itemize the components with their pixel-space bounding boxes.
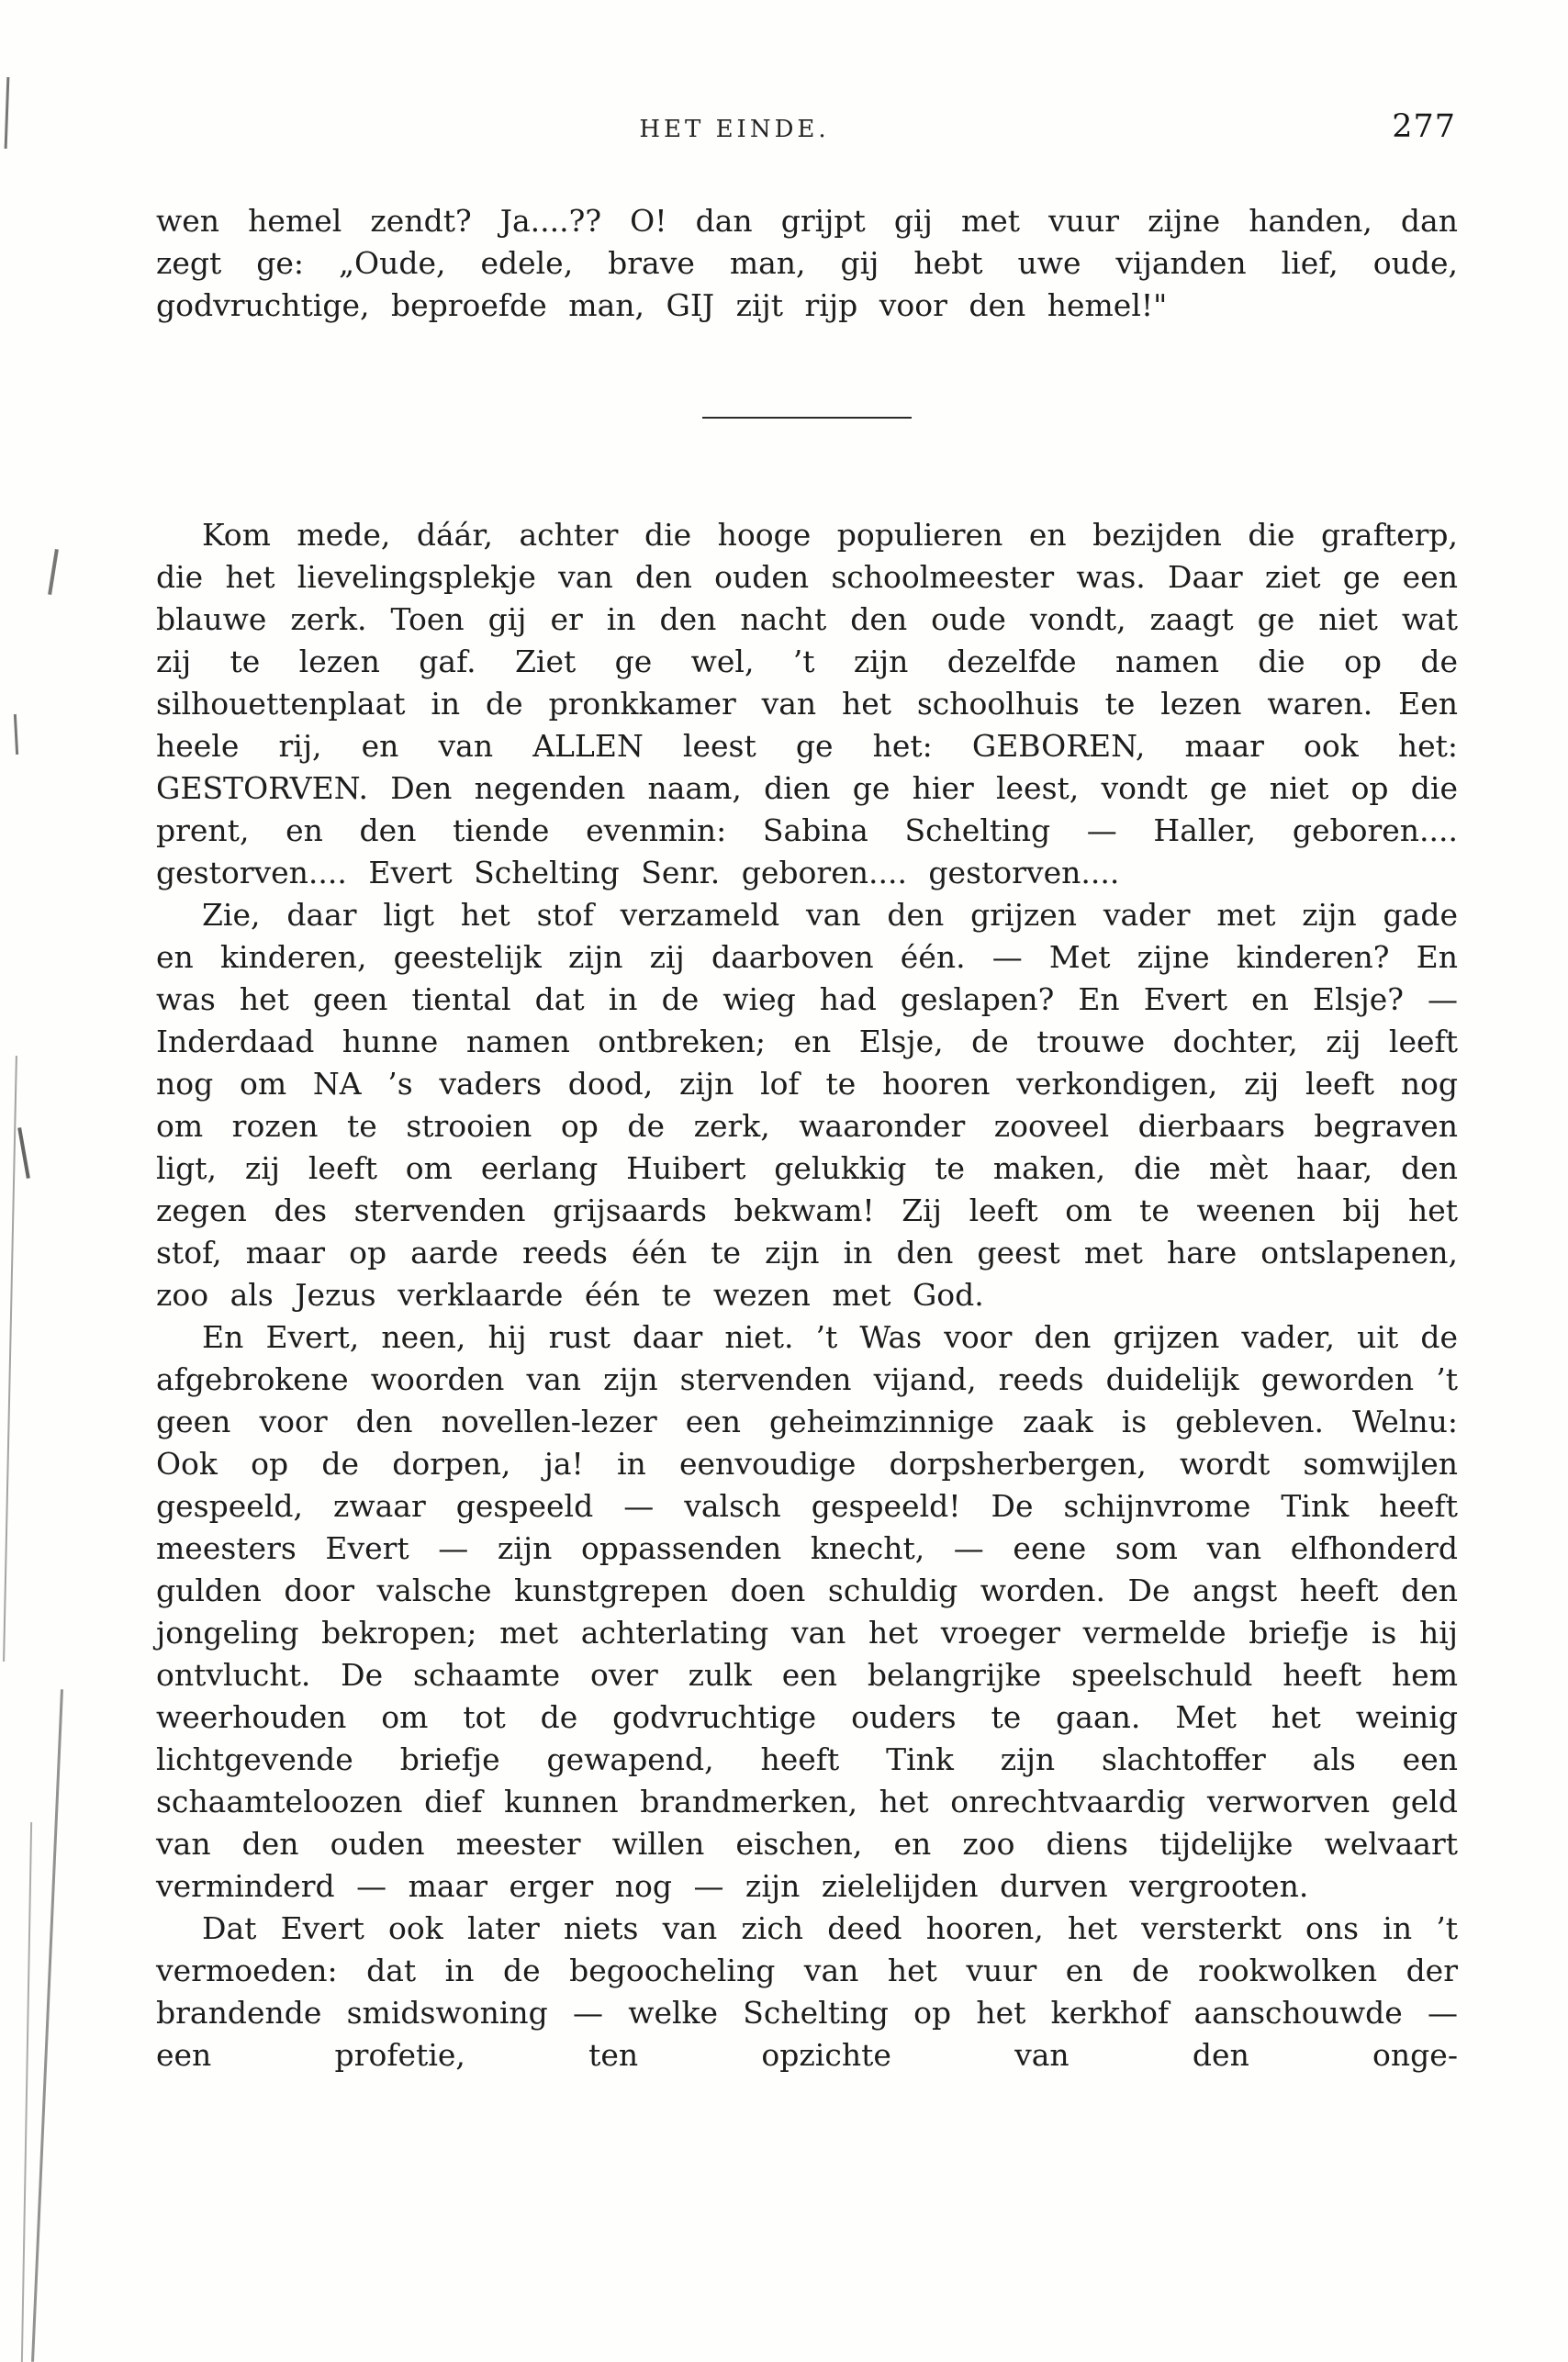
margin-scan-line	[31, 1689, 63, 2361]
page-body	[156, 200, 1458, 2077]
margin-ink-mark	[14, 714, 18, 755]
margin-ink-mark	[48, 549, 59, 595]
paragraph-continuation: wen hemel zendt? Ja....?? O! dan grijpt gij met vuur zijne handen, dan zegt ge: „Oude, edele, brave man, gij hebt uwe vijanden lief, oude, godvruchtige, beproefde man, GIJ zijt rijp voor den hemel!"	[156, 203, 1458, 323]
paragraph-incomplete: Dat Evert ook later niets van zich deed hooren, het versterkt ons in ’t vermoeden: dat in de begoocheling van het vuur en de rookwolken der brandende smidswoning — welke Schelting op het kerkhof aanschouwde — een profetie, ten opzichte van den onge-	[156, 1910, 1458, 2073]
paragraph: En Evert, neen, hij rust daar niet. ’t Was voor den grijzen vader, uit de afgebrokene woorden van zijn stervenden vijand, reeds duidelijk geworden ’t geen voor den novellen-lezer een geheimzinnige zaak is gebleven. Welnu: Ook op de dorpen, ja! in eenvoudige dorpsherbergen, wordt somwijlen gespeeld, zwaar gespeeld — valsch gespeeld! De schijnvrome Tink heeft meesters Evert — zijn oppassenden knecht, — eene som van elfhonderd gulden door valsche kunstgrepen doen schuldig worden. De angst heeft den jongeling bekropen; met achterlating van het vroeger vermelde briefje is hij ontvlucht. De schaamte over zulk een belangrijke speelschuld heeft hem weerhouden om tot de godvruchtige ouders te gaan. Met het weinig lichtgevende briefje gewapend, heeft Tink zijn slachtoffer als een schaamteloozen dief kunnen brandmerken, het onrechtvaardig verworven geld van den ouden meester willen eischen, en zoo diens tijdelijke welvaart verminderd — maar erger nog — zijn zielelijden durven vergrooten.	[156, 1319, 1458, 1904]
page-header	[156, 108, 1458, 158]
paragraph: Zie, daar ligt het stof verzameld van den grijzen vader met zijn gade en kinderen, geestelijk zijn zij daarboven één. — Met zijne kinderen? En was het geen tiental dat in de wieg had geslapen? En Evert en Elsje? — Inderdaad hunne namen ontbreken; en Elsje, de trouwe dochter, zij leeft nog om NA ’s vaders dood, zijn lof te hooren verkondigen, zij leeft nog om rozen te strooien op de zerk, waaronder zooveel dierbaars begraven ligt, zij leeft om eerlang Huibert gelukkig te maken, die mèt haar, den zegen des stervenden grijsaards bekwam! Zij leeft om te weenen bij het stof, maar op aarde reeds één te zijn in den geest met hare ontslapenen, zoo als Jezus verklaarde één te wezen met God.	[156, 897, 1458, 1313]
paragraph: Kom mede, dáár, achter die hooge populieren en bezijden die grafterp, die het lievelingsplekje van den ouden schoolmeester was. Daar ziet ge een blauwe zerk. Toen gij er in den nacht den oude vondt, zaagt ge niet wat zij te lezen gaf. Ziet ge wel, ’t zijn dezelfde namen die op de silhouettenplaat in de pronkkamer van het schoolhuis te lezen waren. Een heele rij, en van ALLEN leest ge het: GEBOREN, maar ook het: GESTORVEN. Den negenden naam, dien ge hier leest, vondt ge niet op die prent, en den tiende evenmin: Sabina Schelting — Haller, geboren.... gestorven.... Evert Schelting Senr. geboren.... gestorven....	[156, 517, 1458, 890]
section-divider	[702, 417, 912, 419]
page-number: 277	[1392, 108, 1456, 145]
margin-scan-line	[21, 1822, 32, 2362]
running-title: HET EINDE.	[639, 116, 830, 143]
margin-ink-mark	[5, 77, 10, 149]
margin-scan-line	[3, 1056, 17, 1662]
margin-ink-mark	[17, 1127, 30, 1179]
